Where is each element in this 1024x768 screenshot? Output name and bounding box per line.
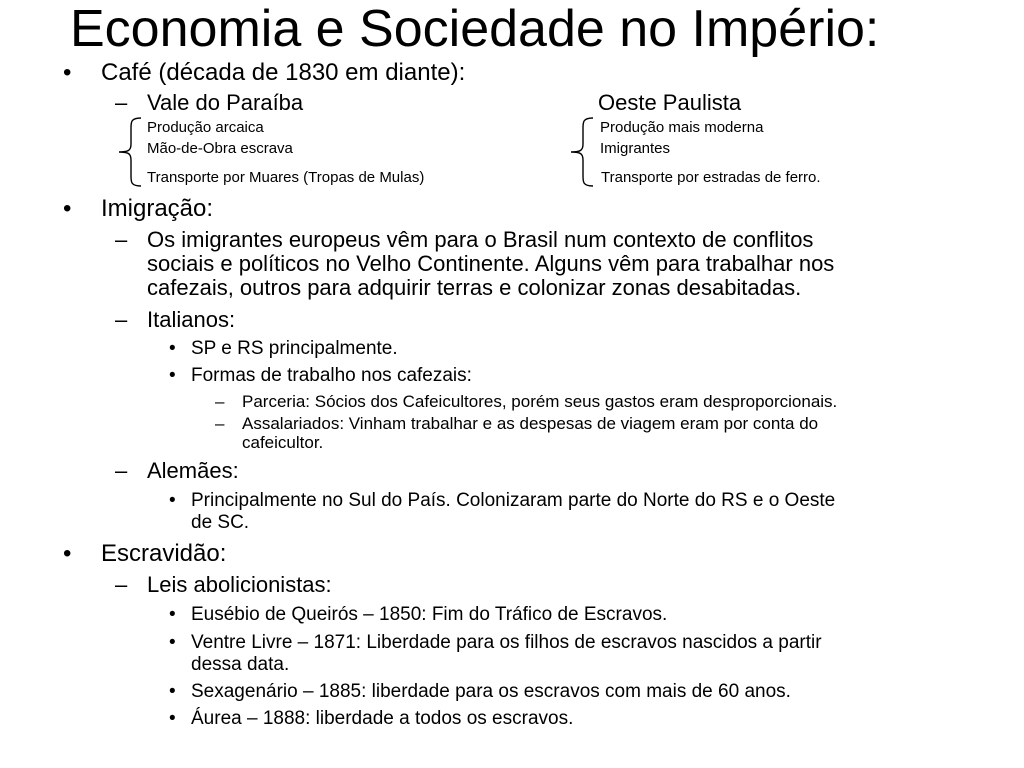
cafe-heading: Café (década de 1830 em diante): xyxy=(101,59,466,86)
dash-marker: – xyxy=(115,458,128,483)
imigracao-heading: Imigração: xyxy=(101,195,214,222)
oeste-item: Produção mais moderna xyxy=(600,119,764,136)
work-form-item: cafeicultor. xyxy=(242,433,324,452)
work-form-item: Assalariados: Vinham trabalhar e as despesas de viagem eram por conta do xyxy=(242,414,819,433)
vale-item: Mão-de-Obra escrava xyxy=(147,140,293,157)
bullet-marker: • xyxy=(169,681,176,702)
dash-marker: – xyxy=(115,307,128,332)
dash-marker: – xyxy=(115,572,128,597)
imigracao-context-line: Os imigrantes europeus vêm para o Brasil num contexto de conflitos xyxy=(147,227,814,252)
dash-marker: – xyxy=(215,414,225,433)
bullet-marker: • xyxy=(169,632,176,653)
dash-marker: – xyxy=(215,392,225,411)
left-brace-icon xyxy=(115,116,143,188)
bullet-marker: • xyxy=(169,604,176,625)
bullet-marker: • xyxy=(63,59,72,86)
bullet-marker: • xyxy=(63,540,72,567)
work-form-item: Parceria: Sócios dos Cafeicultores, porém seus gastos eram desproporcionais. xyxy=(242,392,838,411)
lei-item: Eusébio de Queirós – 1850: Fim do Tráfico de Escravos. xyxy=(191,604,668,625)
bullet-marker: • xyxy=(169,338,176,359)
dash-marker: – xyxy=(115,90,128,115)
bullet-marker: • xyxy=(169,365,176,386)
imigracao-context-line: cafezais, outros para adquirir terras e colonizar zonas desabitadas. xyxy=(147,275,802,300)
oeste-title: Oeste Paulista xyxy=(598,90,742,115)
dash-marker: – xyxy=(115,227,128,252)
lei-item: dessa data. xyxy=(191,654,290,675)
lei-item: Sexagenário – 1885: liberdade para os escravos com mais de 60 anos. xyxy=(191,681,791,702)
lei-item: Áurea – 1888: liberdade a todos os escravos. xyxy=(191,708,574,729)
lei-item: Ventre Livre – 1871: Liberdade para os filhos de escravos nascidos a partir xyxy=(191,632,822,653)
vale-item: Produção arcaica xyxy=(147,119,264,136)
bullet-marker: • xyxy=(169,490,176,511)
leis-label: Leis abolicionistas: xyxy=(147,572,332,597)
bullet-marker: • xyxy=(169,708,176,729)
bullet-marker: • xyxy=(63,195,72,222)
alemaes-line: Principalmente no Sul do País. Colonizaram parte do Norte do RS e o Oeste xyxy=(191,490,836,511)
vale-item: Transporte por Muares (Tropas de Mulas) xyxy=(147,169,425,186)
oeste-item: Transporte por estradas de ferro. xyxy=(601,169,821,186)
escravidao-heading: Escravidão: xyxy=(101,540,227,567)
page-title: Economia e Sociedade no Império: xyxy=(70,0,880,58)
italianos-item: SP e RS principalmente. xyxy=(191,338,398,359)
right-brace-icon xyxy=(567,116,595,188)
italianos-label: Italianos: xyxy=(147,307,236,332)
oeste-item: Imigrantes xyxy=(600,140,671,157)
italianos-item: Formas de trabalho nos cafezais: xyxy=(191,365,472,386)
vale-title: Vale do Paraíba xyxy=(147,90,304,115)
imigracao-context-line: sociais e políticos no Velho Continente. Alguns vêm para trabalhar nos xyxy=(147,251,835,276)
alemaes-line: de SC. xyxy=(191,512,250,533)
alemaes-label: Alemães: xyxy=(147,458,239,483)
